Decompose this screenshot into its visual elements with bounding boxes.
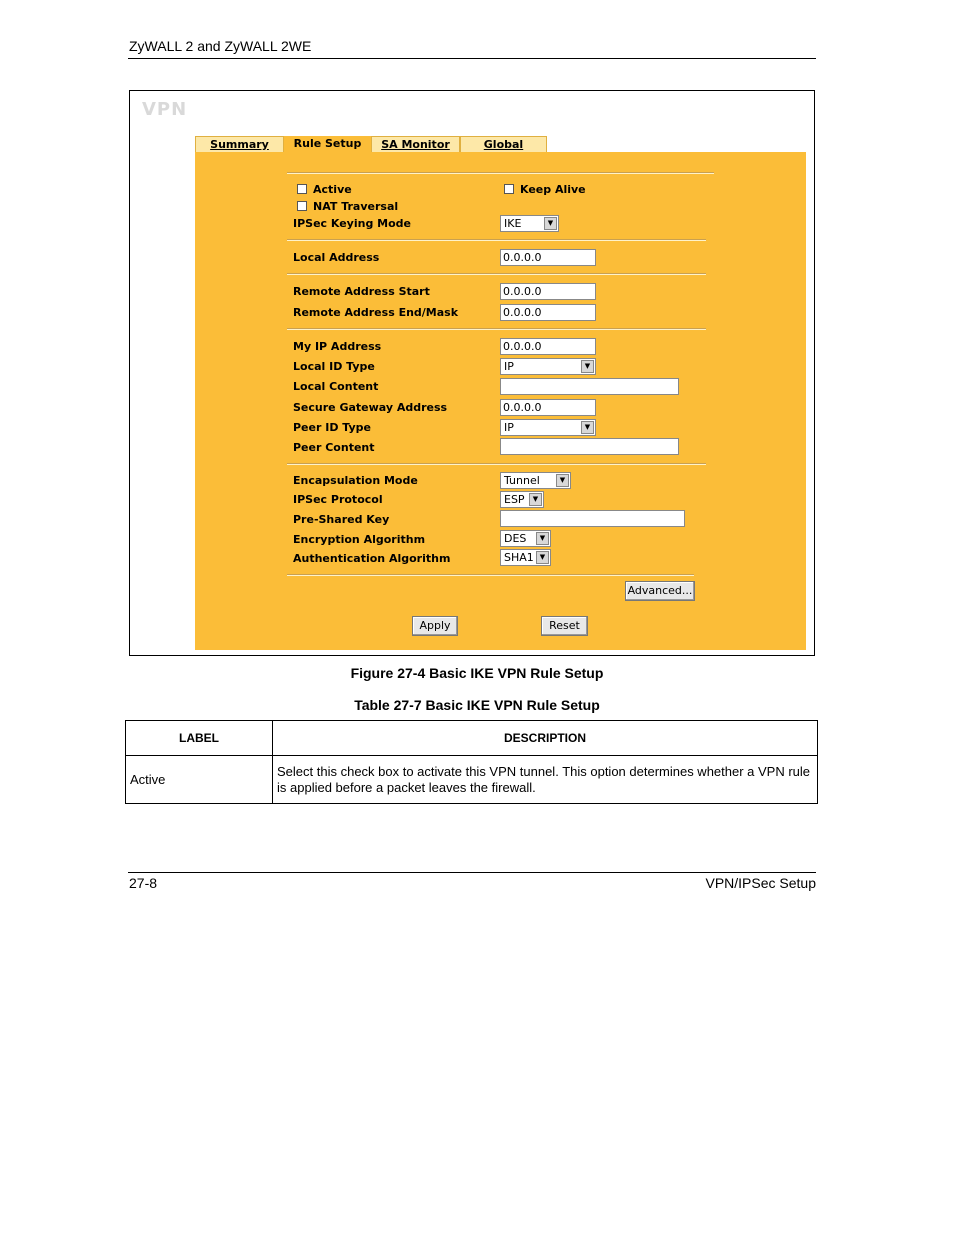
table-caption: Table 27-7 Basic IKE VPN Rule Setup xyxy=(354,697,600,713)
section-title: VPN/IPSec Setup xyxy=(705,875,816,891)
header-rule xyxy=(128,58,816,59)
tab-sa-monitor[interactable]: SA Monitor xyxy=(371,136,460,152)
peer-content-label: Peer Content xyxy=(293,441,375,454)
nat-traversal-checkbox[interactable] xyxy=(297,201,307,211)
advanced-button[interactable]: Advanced... xyxy=(625,581,695,601)
encryption-value: DES xyxy=(504,532,527,545)
local-address-label: Local Address xyxy=(293,251,380,264)
encryption-select[interactable] xyxy=(500,530,551,547)
remote-start-input[interactable]: 0.0.0.0 xyxy=(500,283,596,300)
keep-alive-checkbox[interactable] xyxy=(504,184,514,194)
ipsec-protocol-select[interactable] xyxy=(500,491,544,508)
row-label: Active xyxy=(126,756,273,804)
keying-mode-select[interactable] xyxy=(500,215,559,232)
separator xyxy=(287,239,706,241)
remote-end-label: Remote Address End/Mask xyxy=(293,306,459,319)
tab-global-setting[interactable]: Global xyxy=(460,136,547,152)
keying-mode-value: IKE xyxy=(504,217,522,230)
peer-content-input[interactable] xyxy=(500,438,679,455)
local-id-type-label: Local ID Type xyxy=(293,360,375,373)
separator xyxy=(287,273,706,275)
chevron-down-icon: ▼ xyxy=(536,532,549,545)
my-ip-input[interactable]: 0.0.0.0 xyxy=(500,338,596,355)
ipsec-protocol-value: ESP xyxy=(504,493,525,506)
chevron-down-icon: ▼ xyxy=(529,493,542,506)
column-header-label: LABEL xyxy=(126,721,273,756)
peer-id-type-select[interactable] xyxy=(500,419,596,436)
authentication-select[interactable] xyxy=(500,549,551,566)
peer-id-type-label: Peer ID Type xyxy=(293,421,371,434)
row-description: Select this check box to activate this VPN tunnel. This option determines whether a VPN rule is applied before a packet leaves the firewall. xyxy=(273,756,818,804)
reset-button[interactable]: Reset xyxy=(541,616,588,636)
keep-alive-label: Keep Alive xyxy=(520,183,586,196)
secure-gateway-label: Secure Gateway Address xyxy=(293,401,448,414)
apply-button[interactable]: Apply xyxy=(412,616,458,636)
secure-gateway-input[interactable]: 0.0.0.0 xyxy=(500,399,596,416)
figure-caption: Figure 27-4 Basic IKE VPN Rule Setup xyxy=(350,665,604,681)
authentication-value: SHA1 xyxy=(504,551,534,564)
separator xyxy=(287,328,706,330)
chevron-down-icon: ▼ xyxy=(556,474,569,487)
tab-rule-setup[interactable]: Rule Setup xyxy=(284,136,371,152)
footer-rule xyxy=(128,872,816,873)
chevron-down-icon: ▼ xyxy=(536,551,549,564)
screen-title: VPN xyxy=(142,99,188,120)
encapsulation-select[interactable] xyxy=(500,472,571,489)
description-table xyxy=(125,720,818,804)
document-header: ZyWALL 2 and ZyWALL 2WE xyxy=(129,38,312,54)
chevron-down-icon: ▼ xyxy=(544,217,557,230)
separator xyxy=(287,172,714,174)
separator xyxy=(287,463,706,465)
pre-shared-key-input[interactable] xyxy=(500,510,685,527)
encryption-label: Encryption Algorithm xyxy=(293,533,426,546)
chevron-down-icon: ▼ xyxy=(581,421,594,434)
active-checkbox[interactable] xyxy=(297,184,307,194)
ipsec-protocol-label: IPSec Protocol xyxy=(293,493,383,506)
table-header-row xyxy=(126,721,818,756)
encapsulation-value: Tunnel xyxy=(504,474,540,487)
peer-id-type-value: IP xyxy=(504,421,514,434)
local-address-input[interactable]: 0.0.0.0 xyxy=(500,249,596,266)
pre-shared-key-label: Pre-Shared Key xyxy=(293,513,390,526)
separator xyxy=(287,574,694,576)
remote-end-input[interactable]: 0.0.0.0 xyxy=(500,304,596,321)
authentication-label: Authentication Algorithm xyxy=(293,552,451,565)
active-label: Active xyxy=(313,183,352,196)
local-id-type-select[interactable] xyxy=(500,358,596,375)
my-ip-label: My IP Address xyxy=(293,340,382,353)
chevron-down-icon: ▼ xyxy=(581,360,594,373)
remote-start-label: Remote Address Start xyxy=(293,285,430,298)
tab-summary[interactable]: Summary xyxy=(195,136,284,152)
table-row xyxy=(126,756,818,804)
local-content-input[interactable] xyxy=(500,378,679,395)
encapsulation-label: Encapsulation Mode xyxy=(293,474,418,487)
local-id-type-value: IP xyxy=(504,360,514,373)
tab-bar xyxy=(195,136,547,153)
page-number: 27-8 xyxy=(129,875,158,891)
nat-traversal-label: NAT Traversal xyxy=(313,200,399,213)
column-header-description: DESCRIPTION xyxy=(273,721,818,756)
local-content-label: Local Content xyxy=(293,380,379,393)
keying-mode-label: IPSec Keying Mode xyxy=(293,217,411,230)
